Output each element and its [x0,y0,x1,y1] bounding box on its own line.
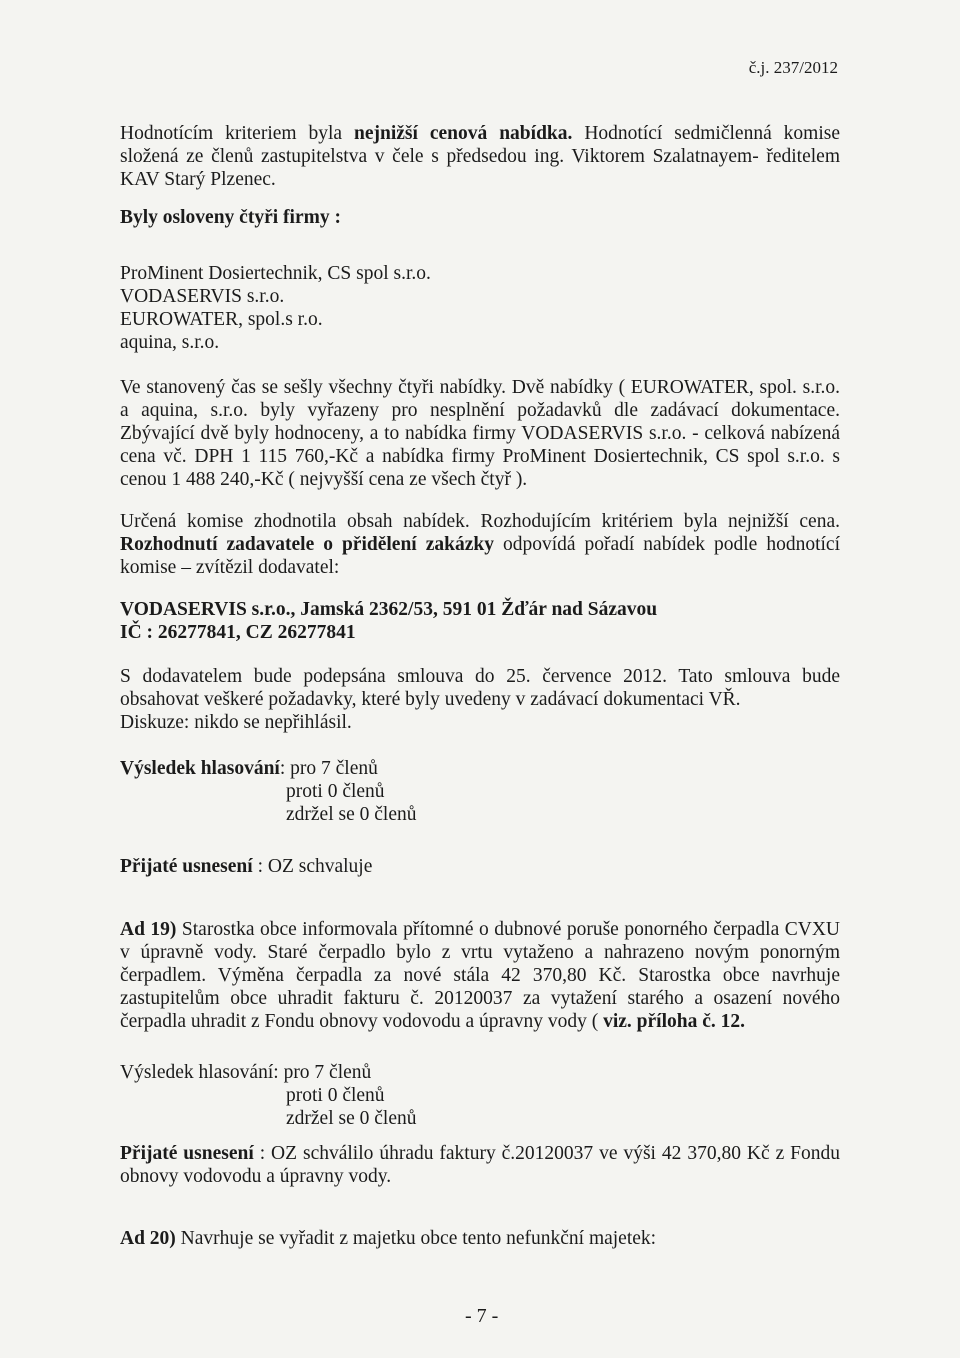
firm-item: EUROWATER, spol.s r.o. [120,309,323,330]
paragraph-ad-20: Ad 20) Navrhuje se vyřadit z majetku obce tento nefunkční majetek: [120,1228,657,1249]
resolution-1: Přijaté usnesení : OZ schvaluje [120,856,373,877]
firms-list [120,262,840,354]
text: Hodnotícím kriteriem byla [120,123,355,144]
page-number: - 7 - [465,1305,499,1327]
bold-text: nejnižší cenová nabídka. [354,123,573,144]
vote-2-abstain: zdržel se 0 členů [286,1108,417,1129]
paragraph-decision: Určená komise zhodnotila obsah nabídek. Rozhodujícím kritériem byla nejnižší cena. Rozhodnutí zadavatele o přidělení zakázky odpovídá pořadí nabídek podle hodnotící komise – zvítězil dodavatel: [120,511,840,578]
vote-1-abstain: zdržel se 0 členů [286,804,417,825]
winner-info [120,598,840,644]
paragraph-evaluation-criterion [120,122,840,191]
winner-name: VODASERVIS s.r.o., Jamská 2362/53, 591 01 Žďár nad Sázavou [120,599,658,620]
firm-item: VODASERVIS s.r.o. [120,286,285,307]
vote-2-against: proti 0 členů [286,1085,385,1106]
text: Hodnotící sedmičlenná komise složená ze členů zastupitelstva v čele s předsedou ing. Viktorem Szalatnayem- ředitelem KAV Starý Plzenec. [120,123,840,190]
paragraph-offers: Ve stanovený čas se sešly všechny čtyři nabídky. Dvě nabídky ( EUROWATER, spol. s.r.o. a aquina, s.r.o. byly vyřazeny pro nesplnění požadavků dle zadávací dokumentace. Zbývající dvě byly hodnoceny, a to nabídka firmy VODASERVIS s.r.o. - celková nabízená cena vč. DPH 1 115 760,-Kč a nabídka firmy ProMinent Dosiertechnik, CS spol s.r.o. s cenou 1 488 240,-Kč ( nejvyšší cena ze všech čtyř ). [120,377,840,490]
winner-ic: IČ : 26277841, CZ 26277841 [120,622,356,643]
document-reference: č.j. 237/2012 [748,58,838,77]
firms-heading: Byly osloveny čtyři firmy : [120,207,341,228]
paragraph-discussion: Diskuze: nikdo se nepřihlásil. [120,712,352,733]
resolution-2: Přijaté usnesení : OZ schválilo úhradu faktury č.20120037 ve výši 42 370,80 Kč z Fondu obnovy vodovodu a úpravny vody. [120,1143,840,1187]
paragraph-contract: S dodavatelem bude podepsána smlouva do 25. července 2012. Tato smlouva bude obsahovat veškeré požadavky, které byly uvedeny v zadávací dokumentaci VŘ. [120,666,840,710]
vote-result-1: Výsledek hlasování: pro 7 členů [120,758,378,779]
paragraph-ad-19: Ad 19) Starostka obce informovala přítomné o dubnové poruše ponorného čerpadla CVXU v úpravně vody. Staré čerpadlo bylo z vrtu vytaženo a nahrazeno novým ponorným čerpadlem. Výměna čerpadla za nové stála 42 370,80 Kč. Starostka obce navrhuje zastupitelům obce uhradit fakturu č. 20120037 za vytažení starého a osazení nového čerpadla uhradit z Fondu obnovy vodovodu a úpravny vody ( viz. příloha č. 12. [120,919,840,1032]
firm-item: aquina, s.r.o. [120,332,220,353]
firm-item: ProMinent Dosiertechnik, CS spol s.r.o. [120,263,431,284]
vote-result-2: Výsledek hlasování: pro 7 členů [120,1062,372,1083]
vote-1-against: proti 0 členů [286,781,385,802]
